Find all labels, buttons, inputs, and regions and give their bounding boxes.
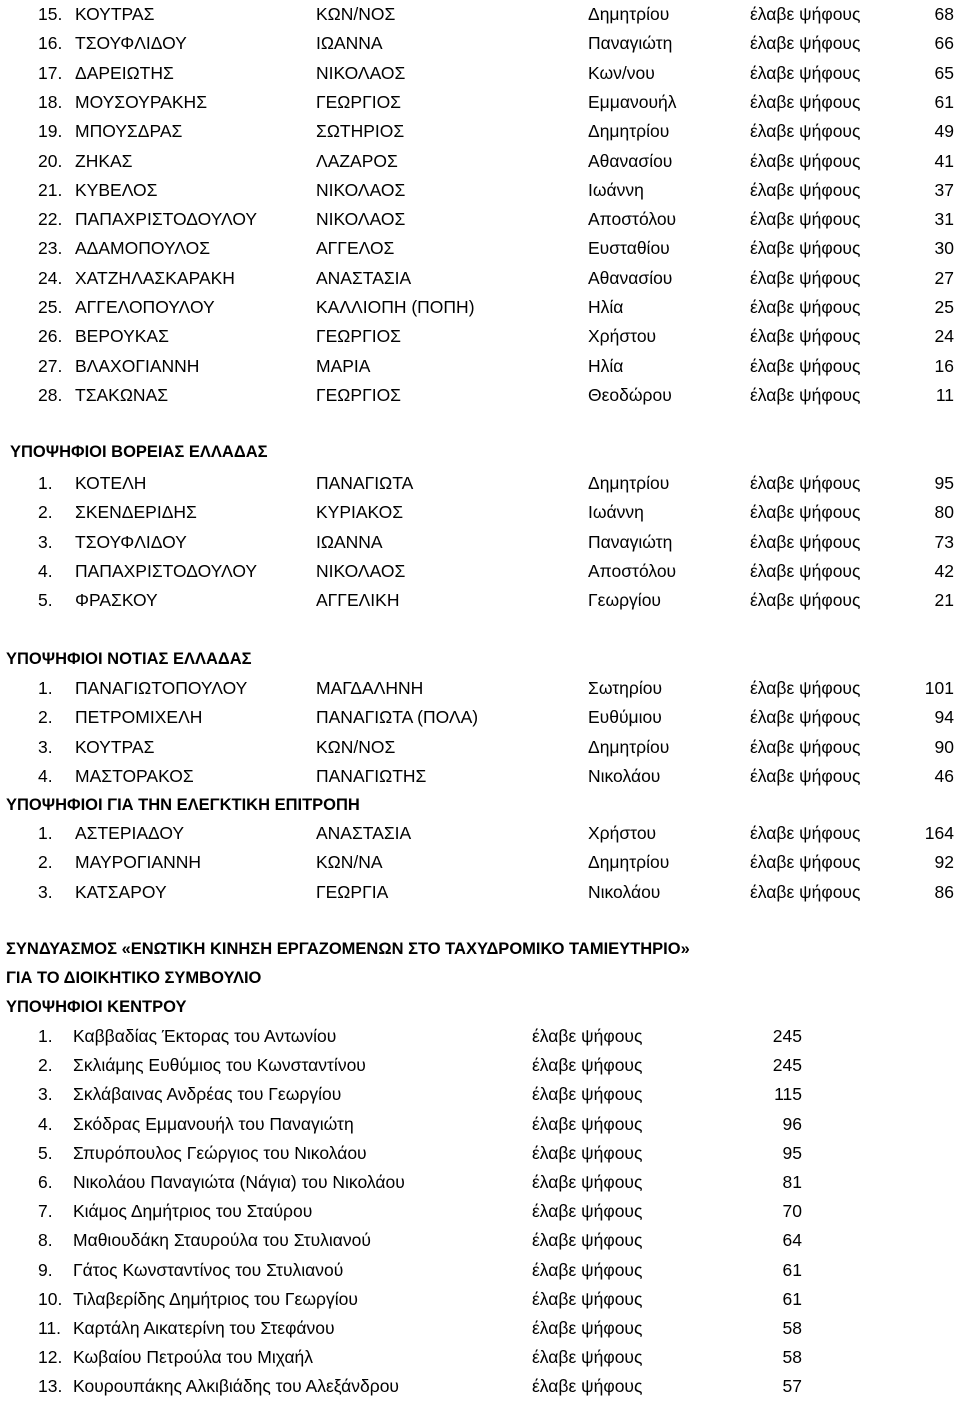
row-number: 4. — [38, 1113, 53, 1134]
surname: ΚΟΥΤΡΑΣ — [75, 736, 155, 757]
father-name: Γεωργίου — [588, 590, 661, 611]
full-name: Καββαδίας Έκτορας του Αντωνίου — [73, 1026, 337, 1046]
row-number: 1. — [38, 1026, 53, 1046]
votes-label: έλαβε ψήφους — [750, 238, 861, 259]
surname: ΚΑΤΣΑΡΟΥ — [75, 881, 167, 902]
candidate-row — [0, 528, 960, 557]
vote-count: 96 — [782, 1113, 802, 1134]
surname: ΠΑΠΑΧΡΙΣΤΟΔΟΥΛΟΥ — [75, 209, 258, 230]
father-name: Ευσταθίου — [588, 238, 670, 259]
father-name: Χρήστου — [588, 823, 657, 843]
vote-count: 68 — [934, 4, 954, 24]
row-number: 4. — [38, 765, 53, 786]
vote-count: 61 — [934, 91, 954, 112]
section-heading-audit: ΥΠΟΨΗΦΙΟΙ ΓΙΑ ΤΗΝ ΕΛΕΓΚΤΙΚΗ ΕΠΙΤΡΟΠΗ — [6, 796, 360, 814]
candidate-row — [0, 29, 960, 58]
votes-label: έλαβε ψήφους — [750, 852, 861, 873]
father-name: Νικολάου — [588, 881, 661, 902]
vote-count: 95 — [782, 1142, 802, 1163]
father-name: Δημητρίου — [588, 852, 670, 873]
candidate-row — [0, 819, 960, 848]
row-number: 12. — [38, 1347, 63, 1368]
row-number: 2. — [38, 502, 53, 523]
father-name: Χρήστου — [588, 326, 657, 347]
first-name: ΚΩΝ/ΝΟΣ — [316, 736, 396, 757]
vote-count: 42 — [934, 560, 954, 581]
row-number: 1. — [38, 678, 53, 698]
vote-count: 58 — [782, 1318, 802, 1338]
votes-label: έλαβε ψήφους — [532, 1026, 643, 1046]
votes-label: έλαβε ψήφους — [750, 179, 861, 200]
full-name: Μαθιουδάκη Σταυρούλα του Στυλιανού — [73, 1230, 371, 1251]
first-name: ΜΑΓΔΑΛΗΝΗ — [316, 678, 424, 698]
surname: ΤΣΟΥΦΛΙΔΟΥ — [75, 531, 187, 552]
first-name: ΑΓΓΕΛΙΚΗ — [316, 590, 400, 611]
votes-label: έλαβε ψήφους — [750, 736, 861, 757]
votes-label: έλαβε ψήφους — [750, 560, 861, 581]
votes-label: έλαβε ψήφους — [532, 1230, 643, 1251]
vote-count: 30 — [934, 238, 954, 259]
vote-count: 245 — [772, 1026, 802, 1046]
vote-count: 101 — [924, 678, 954, 698]
surname: ΠΑΝΑΓΙΩΤΟΠΟΥΛΟΥ — [75, 678, 248, 698]
full-name: Νικολάου Παναγιώτα (Νάγια) του Νικολάου — [73, 1172, 405, 1192]
row-number: 2. — [38, 852, 53, 873]
first-name: ΓΕΩΡΓΙΟΣ — [316, 384, 401, 405]
row-number: 26. — [38, 326, 63, 347]
vote-count: 245 — [772, 1055, 802, 1076]
surname: ΒΕΡΟΥΚΑΣ — [75, 326, 169, 347]
votes-label: έλαβε ψήφους — [532, 1113, 643, 1134]
votes-label: έλαβε ψήφους — [750, 384, 861, 405]
father-name: Ηλία — [588, 297, 624, 317]
candidate-row — [0, 293, 960, 322]
votes-label: έλαβε ψήφους — [750, 765, 861, 786]
candidate-row — [0, 176, 960, 205]
candidate-row — [0, 733, 960, 762]
votes-label: έλαβε ψήφους — [750, 121, 861, 142]
votes-label: έλαβε ψήφους — [532, 1142, 643, 1163]
vote-count: 46 — [934, 765, 954, 786]
board-heading: ΓΙΑ ΤΟ ΔΙΟΙΚΗΤΙΚΟ ΣΥΜΒΟΥΛΙΟ — [6, 969, 262, 987]
first-name: ΑΝΑΣΤΑΣΙΑ — [316, 267, 412, 288]
candidate-row — [0, 0, 960, 29]
first-name: ΚΩΝ/ΝΑ — [316, 852, 383, 873]
vote-count: 37 — [934, 179, 954, 200]
votes-label: έλαβε ψήφους — [750, 62, 861, 83]
vote-count: 70 — [782, 1201, 802, 1222]
father-name: Εμμανουήλ — [588, 91, 677, 112]
candidate-row — [0, 1285, 960, 1314]
full-name: Γάτος Κωνσταντίνος του Στυλιανού — [73, 1259, 344, 1280]
vote-count: 73 — [934, 531, 954, 552]
votes-label: έλαβε ψήφους — [750, 531, 861, 552]
vote-count: 86 — [934, 881, 954, 902]
votes-label: έλαβε ψήφους — [750, 326, 861, 347]
votes-label: έλαβε ψήφους — [532, 1318, 643, 1338]
votes-label: έλαβε ψήφους — [532, 1376, 643, 1397]
row-number: 3. — [38, 736, 53, 757]
first-name: ΝΙΚΟΛΑΟΣ — [316, 209, 406, 230]
votes-label: έλαβε ψήφους — [750, 502, 861, 523]
votes-label: έλαβε ψήφους — [532, 1055, 643, 1076]
first-name: ΙΩΑΝΝΑ — [316, 33, 383, 54]
surname: ΔΑΡΕΙΩΤΗΣ — [75, 62, 174, 83]
candidate-row — [0, 674, 960, 703]
surname: ΚΟΤΕΛΗ — [75, 473, 147, 493]
vote-count: 90 — [934, 736, 954, 757]
row-number: 5. — [38, 1142, 53, 1163]
candidate-row — [0, 848, 960, 877]
candidate-row — [0, 1080, 960, 1109]
row-number: 8. — [38, 1230, 53, 1251]
vote-count: 65 — [934, 62, 954, 83]
vote-count: 11 — [935, 384, 954, 405]
father-name: Παναγιώτη — [588, 531, 673, 552]
row-number: 4. — [38, 560, 53, 581]
first-name: ΠΑΝΑΓΙΩΤΑ (ΠΟΛΑ) — [316, 707, 479, 728]
candidate-row — [0, 59, 960, 88]
row-number: 13. — [38, 1376, 63, 1397]
father-name: Σωτηρίου — [588, 678, 663, 698]
father-name: Δημητρίου — [588, 4, 670, 24]
row-number: 3. — [38, 531, 53, 552]
first-name: ΚΩΝ/ΝΟΣ — [316, 4, 396, 24]
father-name: Ηλία — [588, 355, 624, 376]
first-name: ΛΑΖΑΡΟΣ — [316, 150, 398, 171]
votes-label: έλαβε ψήφους — [750, 267, 861, 288]
father-name: Θεοδώρου — [588, 384, 672, 405]
row-number: 2. — [38, 1055, 53, 1076]
votes-label: έλαβε ψήφους — [532, 1288, 643, 1309]
first-name: ΑΝΑΣΤΑΣΙΑ — [316, 823, 412, 843]
row-number: 6. — [38, 1172, 53, 1192]
votes-label: έλαβε ψήφους — [532, 1172, 643, 1192]
first-name: ΓΕΩΡΓΙΑ — [316, 881, 389, 902]
vote-count: 94 — [934, 707, 954, 728]
first-name: ΠΑΝΑΓΙΩΤΑ — [316, 473, 414, 493]
votes-label: έλαβε ψήφους — [750, 33, 861, 54]
center-candidates-heading: ΥΠΟΨΗΦΙΟΙ ΚΕΝΤΡΟΥ — [6, 998, 187, 1016]
full-name: Τιλαβερίδης Δημήτριος του Γεωργίου — [73, 1288, 358, 1309]
father-name: Ευθύμιου — [588, 707, 662, 728]
first-name: ΜΑΡΙΑ — [316, 355, 371, 376]
vote-count: 27 — [934, 267, 954, 288]
candidate-row — [0, 762, 960, 791]
candidate-row — [0, 264, 960, 293]
candidate-row — [0, 469, 960, 498]
first-name: ΚΑΛΛΙΟΠΗ (ΠΟΠΗ) — [316, 297, 475, 317]
candidate-row — [0, 322, 960, 351]
vote-count: 25 — [934, 297, 954, 317]
votes-label: έλαβε ψήφους — [750, 91, 861, 112]
row-number: 24. — [38, 267, 63, 288]
vote-count: 31 — [934, 209, 954, 230]
candidate-row — [0, 117, 960, 146]
votes-label: έλαβε ψήφους — [532, 1201, 643, 1222]
first-name: ΝΙΚΟΛΑΟΣ — [316, 560, 406, 581]
father-name: Αποστόλου — [588, 209, 677, 230]
coalition-heading: ΣΥΝΔΥΑΣΜΟΣ «ΕΝΩΤΙΚΗ ΚΙΝΗΣΗ ΕΡΓΑΖΟΜΕΝΩΝ ΣΤΟ ΤΑΧΥΔΡΟΜΙΚΟ ΤΑΜΙΕΥΤΗΡΙΟ» — [6, 940, 690, 958]
surname: ΜΑΥΡΟΓΙΑΝΝΗ — [75, 852, 201, 873]
votes-label: έλαβε ψήφους — [750, 678, 861, 698]
surname: ΤΣΑΚΩΝΑΣ — [75, 384, 169, 405]
surname: ΚΥΒΕΛΟΣ — [75, 179, 158, 200]
vote-count: 115 — [774, 1084, 802, 1105]
full-name: Σκόδρας Εμμανουήλ του Παναγιώτη — [73, 1113, 354, 1134]
row-number: 27. — [38, 355, 63, 376]
candidate-row — [0, 147, 960, 176]
surname: ΑΓΓΕΛΟΠΟΥΛΟΥ — [75, 297, 215, 317]
row-number: 15. — [38, 4, 63, 24]
candidate-row — [0, 1226, 960, 1255]
candidate-row — [0, 557, 960, 586]
row-number: 5. — [38, 590, 53, 611]
full-name: Κωβαίου Πετρούλα του Μιχαήλ — [73, 1347, 314, 1368]
votes-label: έλαβε ψήφους — [750, 707, 861, 728]
votes-label: έλαβε ψήφους — [750, 209, 861, 230]
vote-count: 66 — [934, 33, 954, 54]
candidate-row — [0, 1314, 960, 1343]
father-name: Νικολάου — [588, 765, 661, 786]
father-name: Δημητρίου — [588, 736, 670, 757]
votes-label: έλαβε ψήφους — [750, 150, 861, 171]
vote-count: 64 — [782, 1230, 802, 1251]
surname: ΠΕΤΡΟΜΙΧΕΛΗ — [75, 707, 203, 728]
candidate-row — [0, 1343, 960, 1372]
candidate-row — [0, 1139, 960, 1168]
row-number: 23. — [38, 238, 63, 259]
father-name: Αθανασίου — [588, 150, 673, 171]
candidate-row — [0, 352, 960, 381]
row-number: 28. — [38, 384, 63, 405]
row-number: 20. — [38, 150, 63, 171]
first-name: ΠΑΝΑΓΙΩΤΗΣ — [316, 765, 427, 786]
votes-label: έλαβε ψήφους — [750, 4, 861, 24]
row-number: 7. — [38, 1201, 53, 1222]
candidate-row — [0, 205, 960, 234]
row-number: 11. — [38, 1318, 62, 1338]
candidate-row — [0, 586, 960, 615]
candidate-row — [0, 1256, 960, 1285]
section-heading-north: ΥΠΟΨΗΦΙΟΙ ΒΟΡΕΙΑΣ ΕΛΛΑΔΑΣ — [10, 443, 268, 461]
vote-count: 58 — [782, 1347, 802, 1368]
surname: ΧΑΤΖΗΛΑΣΚΑΡΑΚΗ — [75, 267, 235, 288]
surname: ΑΔΑΜΟΠΟΥΛΟΣ — [75, 238, 211, 259]
row-number: 3. — [38, 1084, 53, 1105]
candidate-row — [0, 498, 960, 527]
surname: ΜΑΣΤΟΡΑΚΟΣ — [75, 765, 194, 786]
row-number: 1. — [38, 473, 53, 493]
row-number: 3. — [38, 881, 53, 902]
first-name: ΚΥΡΙΑΚΟΣ — [316, 502, 404, 523]
father-name: Αποστόλου — [588, 560, 677, 581]
vote-count: 80 — [934, 502, 954, 523]
candidate-row — [0, 88, 960, 117]
surname: ΜΠΟΥΣΔΡΑΣ — [75, 121, 183, 142]
row-number: 19. — [38, 121, 63, 142]
row-number: 1. — [38, 823, 53, 843]
row-number: 22. — [38, 209, 63, 230]
first-name: ΣΩΤΗΡΙΟΣ — [316, 121, 405, 142]
votes-label: έλαβε ψήφους — [750, 823, 861, 843]
full-name: Κιάμος Δημήτριος του Σταύρου — [73, 1201, 313, 1222]
vote-count: 81 — [782, 1172, 802, 1192]
full-name: Καρτάλη Αικατερίνη του Στεφάνου — [73, 1318, 335, 1338]
vote-count: 41 — [934, 150, 954, 171]
candidate-row — [0, 234, 960, 263]
full-name: Κουρουπάκης Αλκιβιάδης του Αλεξάνδρου — [73, 1376, 399, 1397]
full-name: Σπυρόπουλος Γεώργιος του Νικολάου — [73, 1142, 367, 1163]
row-number: 17. — [38, 62, 63, 83]
candidate-row — [0, 1197, 960, 1226]
votes-label: έλαβε ψήφους — [750, 881, 861, 902]
row-number: 18. — [38, 91, 63, 112]
candidate-row — [0, 1110, 960, 1139]
votes-label: έλαβε ψήφους — [532, 1347, 643, 1368]
surname: ΒΛΑΧΟΓΙΑΝΝΗ — [75, 355, 200, 376]
vote-count: 92 — [934, 852, 954, 873]
votes-label: έλαβε ψήφους — [750, 297, 861, 317]
father-name: Ιωάννη — [588, 502, 644, 523]
candidate-row — [0, 381, 960, 410]
candidate-row — [0, 1168, 960, 1197]
vote-count: 95 — [934, 473, 954, 493]
father-name: Δημητρίου — [588, 473, 670, 493]
candidate-row — [0, 1372, 960, 1401]
surname: ΤΣΟΥΦΛΙΔΟΥ — [75, 33, 187, 54]
vote-count: 24 — [934, 326, 954, 347]
vote-count: 164 — [924, 823, 954, 843]
vote-count: 49 — [934, 121, 954, 142]
vote-count: 16 — [934, 355, 954, 376]
votes-label: έλαβε ψήφους — [532, 1084, 643, 1105]
father-name: Ιωάννη — [588, 179, 644, 200]
row-number: 9. — [38, 1259, 53, 1280]
row-number: 21. — [38, 179, 63, 200]
candidate-row — [0, 1022, 960, 1051]
first-name: ΑΓΓΕΛΟΣ — [316, 238, 395, 259]
first-name: ΝΙΚΟΛΑΟΣ — [316, 62, 406, 83]
votes-label: έλαβε ψήφους — [750, 473, 861, 493]
first-name: ΝΙΚΟΛΑΟΣ — [316, 179, 406, 200]
surname: ΜΟΥΣΟΥΡΑΚΗΣ — [75, 91, 208, 112]
first-name: ΓΕΩΡΓΙΟΣ — [316, 91, 401, 112]
candidate-row — [0, 703, 960, 732]
vote-count: 21 — [934, 590, 954, 611]
votes-label: έλαβε ψήφους — [750, 355, 861, 376]
votes-label: έλαβε ψήφους — [532, 1259, 643, 1280]
surname: ΦΡΑΣΚΟΥ — [75, 590, 158, 611]
candidate-row — [0, 878, 960, 907]
full-name: Σκλάβαινας Ανδρέας του Γεωργίου — [73, 1084, 342, 1105]
vote-count: 61 — [782, 1288, 802, 1309]
surname: ΖΗΚΑΣ — [75, 150, 133, 171]
votes-label: έλαβε ψήφους — [750, 590, 861, 611]
row-number: 16. — [38, 33, 63, 54]
full-name: Σκλιάμης Ευθύμιος του Κωνσταντίνου — [73, 1055, 366, 1076]
surname: ΠΑΠΑΧΡΙΣΤΟΔΟΥΛΟΥ — [75, 560, 258, 581]
father-name: Παναγιώτη — [588, 33, 673, 54]
surname: ΑΣΤΕΡΙΑΔΟΥ — [75, 823, 185, 843]
vote-count: 61 — [782, 1259, 802, 1280]
candidate-row — [0, 1051, 960, 1080]
father-name: Δημητρίου — [588, 121, 670, 142]
row-number: 2. — [38, 707, 53, 728]
first-name: ΙΩΑΝΝΑ — [316, 531, 383, 552]
father-name: Κων/νου — [588, 62, 655, 83]
surname: ΣΚΕΝΔΕΡΙΔΗΣ — [75, 502, 197, 523]
surname: ΚΟΥΤΡΑΣ — [75, 4, 155, 24]
vote-count: 57 — [782, 1376, 802, 1397]
first-name: ΓΕΩΡΓΙΟΣ — [316, 326, 401, 347]
row-number: 10. — [38, 1288, 63, 1309]
section-heading-south: ΥΠΟΨΗΦΙΟΙ ΝΟΤΙΑΣ ΕΛΛΑΔΑΣ — [6, 650, 252, 668]
father-name: Αθανασίου — [588, 267, 673, 288]
row-number: 25. — [38, 297, 63, 317]
